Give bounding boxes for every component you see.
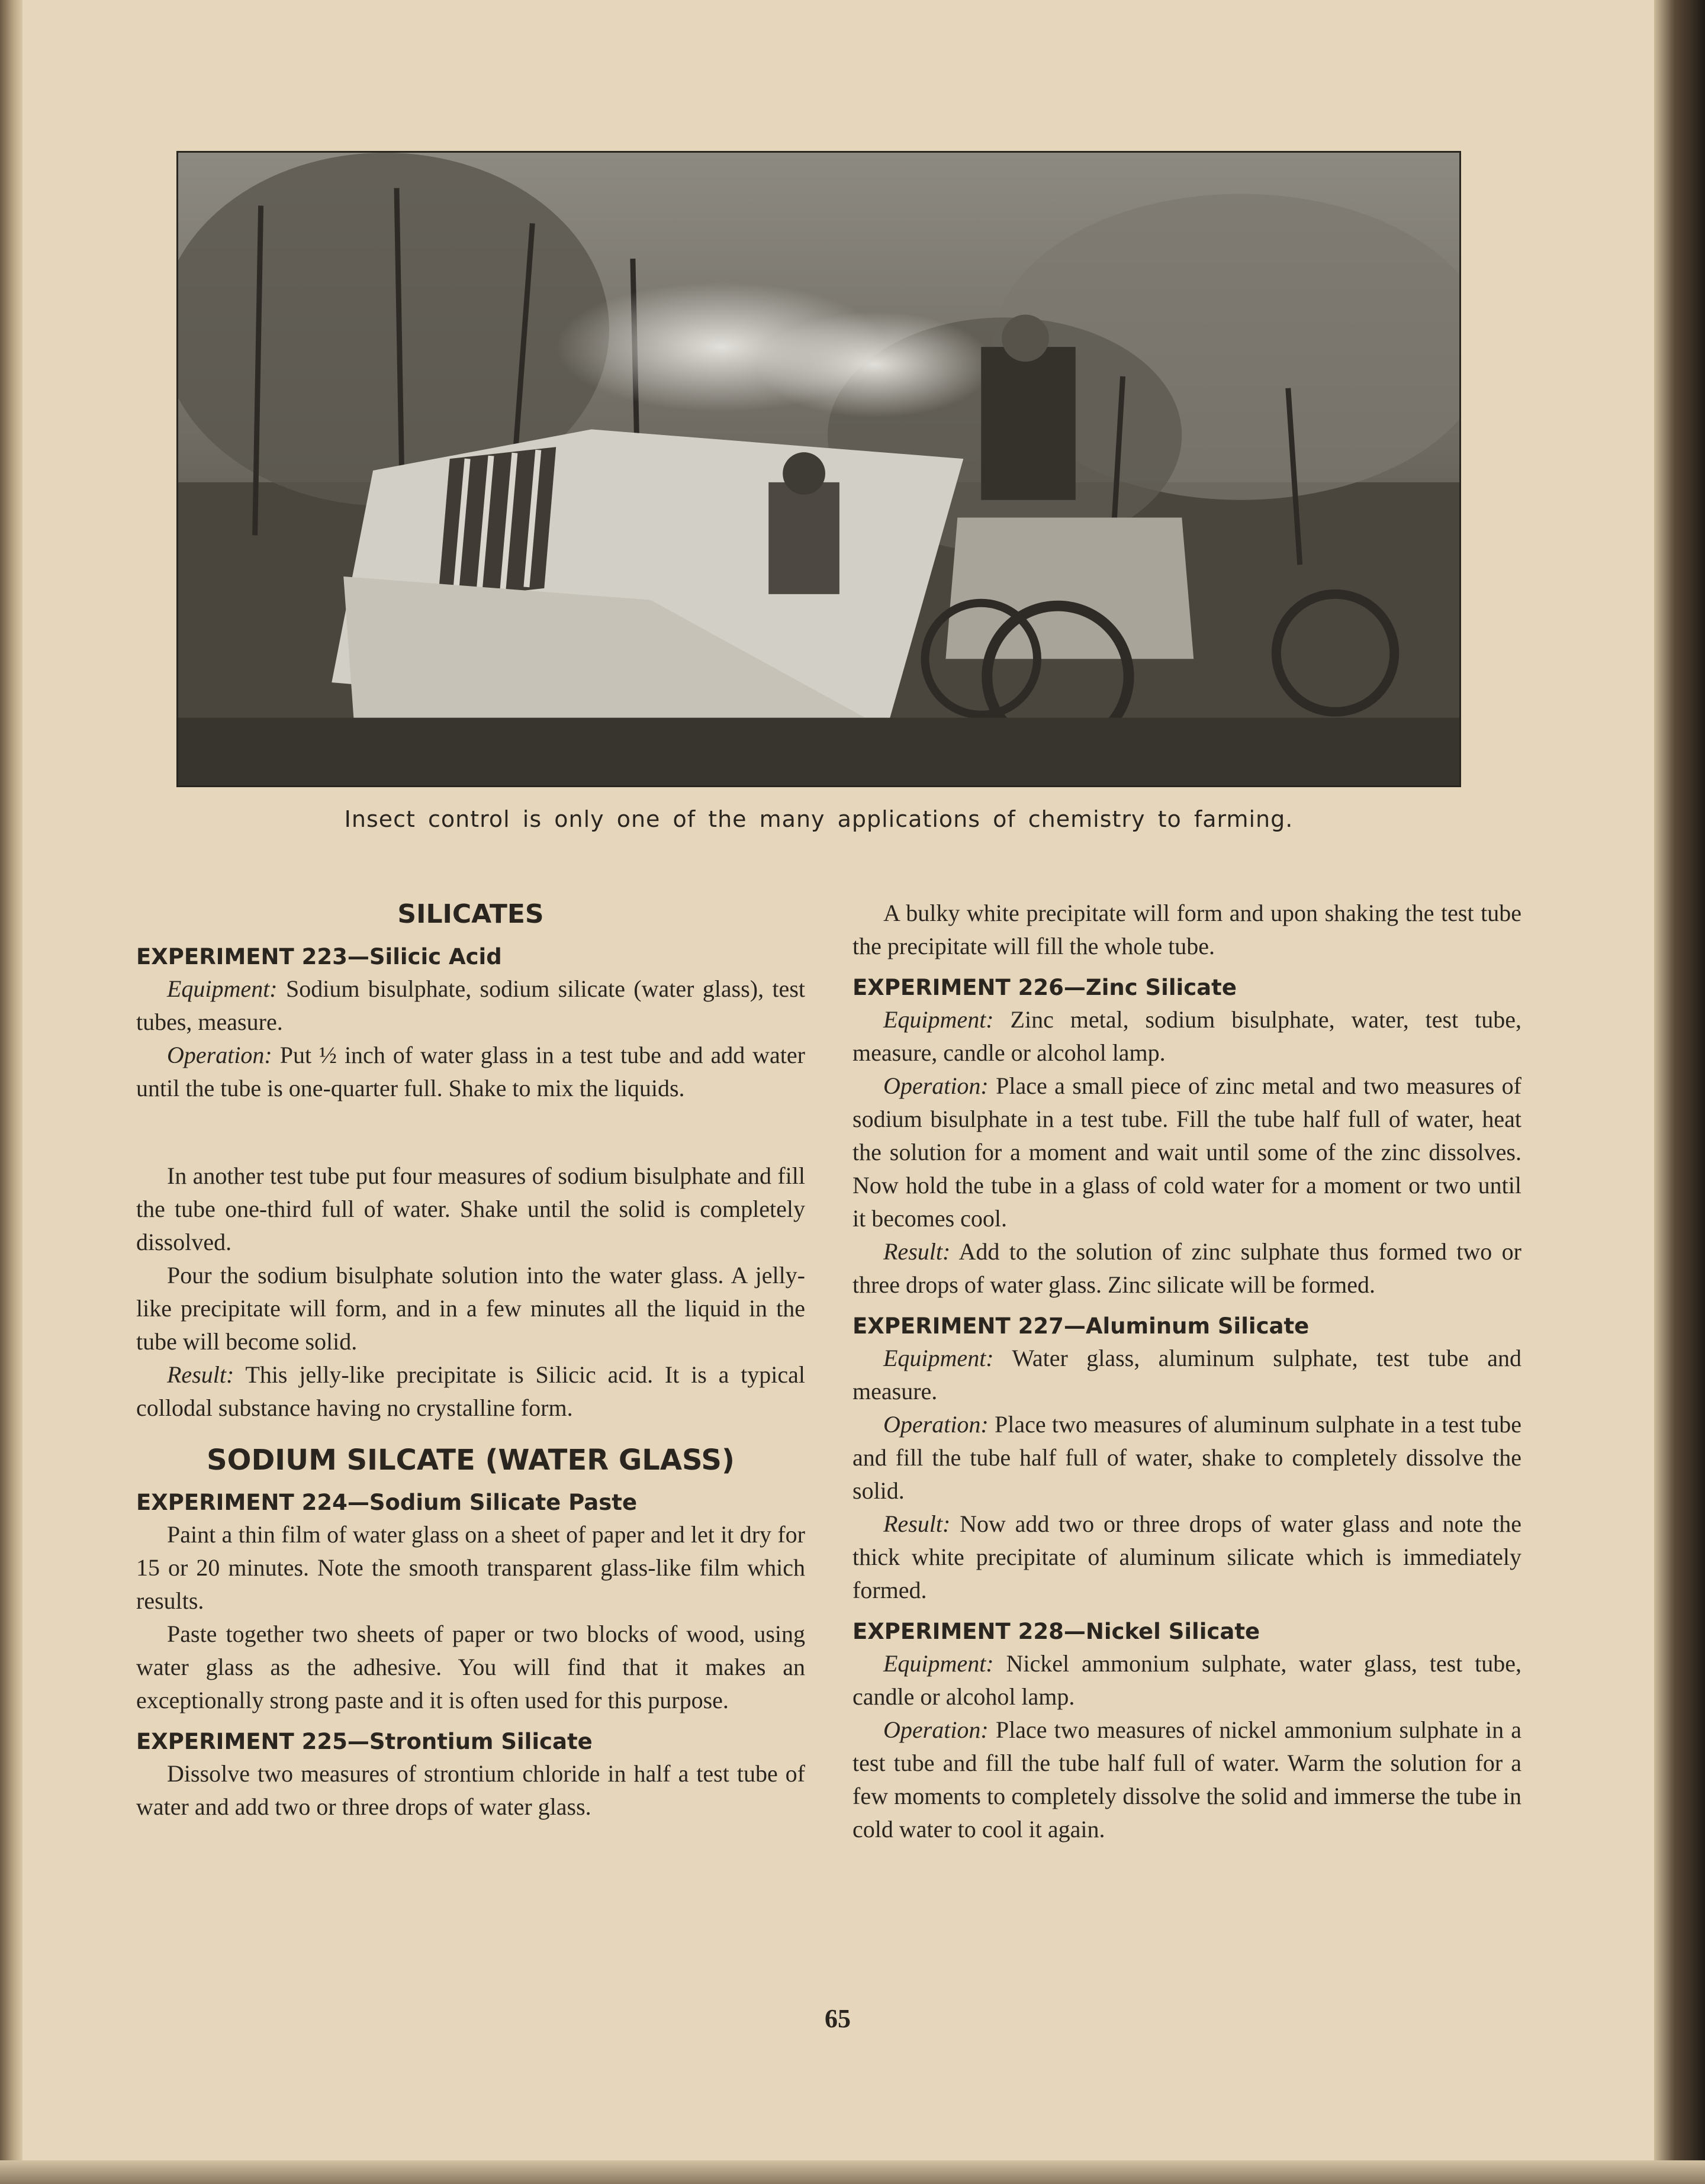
experiment-227-title: EXPERIMENT 227—Aluminum Silicate [852, 1313, 1310, 1339]
experiment-225-paragraph-1: Dissolve two measures of strontium chloride in half a test tube of water and add two or three drops of water glass. [136, 1760, 805, 1820]
experiment-228-operation: Operation: Place two measures of nickel ammonium sulphate in a test tube and fill the tube half full of water. Warm the solution for a few moments to completely dissolve the solid and immerse the tube in cold water to cool it again. [852, 1716, 1521, 1842]
photo-illustration [178, 153, 1459, 785]
experiment-223-result: Result: This jelly-like precipitate is Silicic acid. It is a typical collodal substance having no crystalline form. [136, 1361, 805, 1421]
experiment-225-title: EXPERIMENT 225—Strontium Silicate [136, 1729, 593, 1754]
book-gutter [0, 0, 22, 2184]
page-edge-shadow [1654, 0, 1705, 2184]
experiment-227-equipment: Equipment: Water glass, aluminum sulphate, test tube and measure. [852, 1345, 1521, 1405]
experiment-225-paragraph-2: A bulky white precipitate will form and upon shaking the test tube the precipitate will fill the whole tube. [852, 900, 1521, 959]
experiment-228-title: EXPERIMENT 228—Nickel Silicate [852, 1619, 1260, 1644]
page-number: 65 [825, 2004, 851, 2033]
right-column [852, 897, 1521, 1846]
photo-caption: Insect control is only one of the many applications of chemistry to farming. [344, 806, 1294, 832]
experiment-224-paragraph-2: Paste together two sheets of paper or two blocks of wood, using water glass as the adhesive. You will find that it makes an exceptionally strong paste and it is often used for this purpose. [136, 1621, 805, 1713]
experiment-226-operation: Operation: Place a small piece of zinc metal and two measures of sodium bisulphate in a test tube. Fill the tube half full of water, heat the solution for a moment and wait until some of the zinc dissolves. Now hold the tube in a glass of cold water for a moment or two until it becomes cool. [852, 1072, 1521, 1232]
experiment-226-result: Result: Add to the solution of zinc sulphate thus formed two or three drops of water glass. Zinc silicate will be formed. [852, 1238, 1521, 1298]
experiment-227-operation: Operation: Place two measures of aluminum sulphate in a test tube and fill the tube half full of water, shake to completely dissolve the solid. [852, 1411, 1521, 1504]
experiment-228-equipment: Equipment: Nickel ammonium sulphate, water glass, test tube, candle or alcohol lamp. [852, 1650, 1521, 1710]
experiment-223-operation: Operation: Put ½ inch of water glass in a test tube and add water until the tube is one-quarter full. Shake to mix the liquids. [136, 1042, 805, 1101]
experiment-223-paragraph-3: Pour the sodium bisulphate solution into the water glass. A jelly-like precipitate will form, and in a few minutes all the liquid in the tube will become solid. [136, 1262, 805, 1355]
experiment-223-paragraph-2: In another test tube put four measures of sodium bisulphate and fill the tube one-third full of water. Shake until the solid is completely dissolved. [136, 1162, 805, 1255]
page-bottom-edge [0, 2160, 1705, 2184]
experiment-227-result: Result: Now add two or three drops of water glass and note the thick white precipitate of aluminum silicate which is immediately formed. [852, 1510, 1521, 1603]
experiment-224-title: EXPERIMENT 224—Sodium Silicate Paste [136, 1490, 638, 1515]
section-title-silicates: SILICATES [397, 899, 544, 929]
left-column [136, 897, 805, 1824]
experiment-223-title: EXPERIMENT 223—Silicic Acid [136, 944, 502, 969]
experiment-224-paragraph-1: Paint a thin film of water glass on a sheet of paper and let it dry for 15 or 20 minutes. Note the smooth transparent glass-like film which results. [136, 1521, 805, 1614]
farm-sprayer-photo [176, 151, 1461, 787]
section-title-sodium-silicate: SODIUM SILCATE (WATER GLASS) [207, 1444, 735, 1477]
experiment-223-equipment: Equipment: Sodium bisulphate, sodium silicate (water glass), test tubes, measure. [136, 975, 805, 1035]
experiment-226-title: EXPERIMENT 226—Zinc Silicate [852, 975, 1237, 1000]
experiment-226-equipment: Equipment: Zinc metal, sodium bisulphate, water, test tube, measure, candle or alcohol lamp. [852, 1006, 1521, 1066]
